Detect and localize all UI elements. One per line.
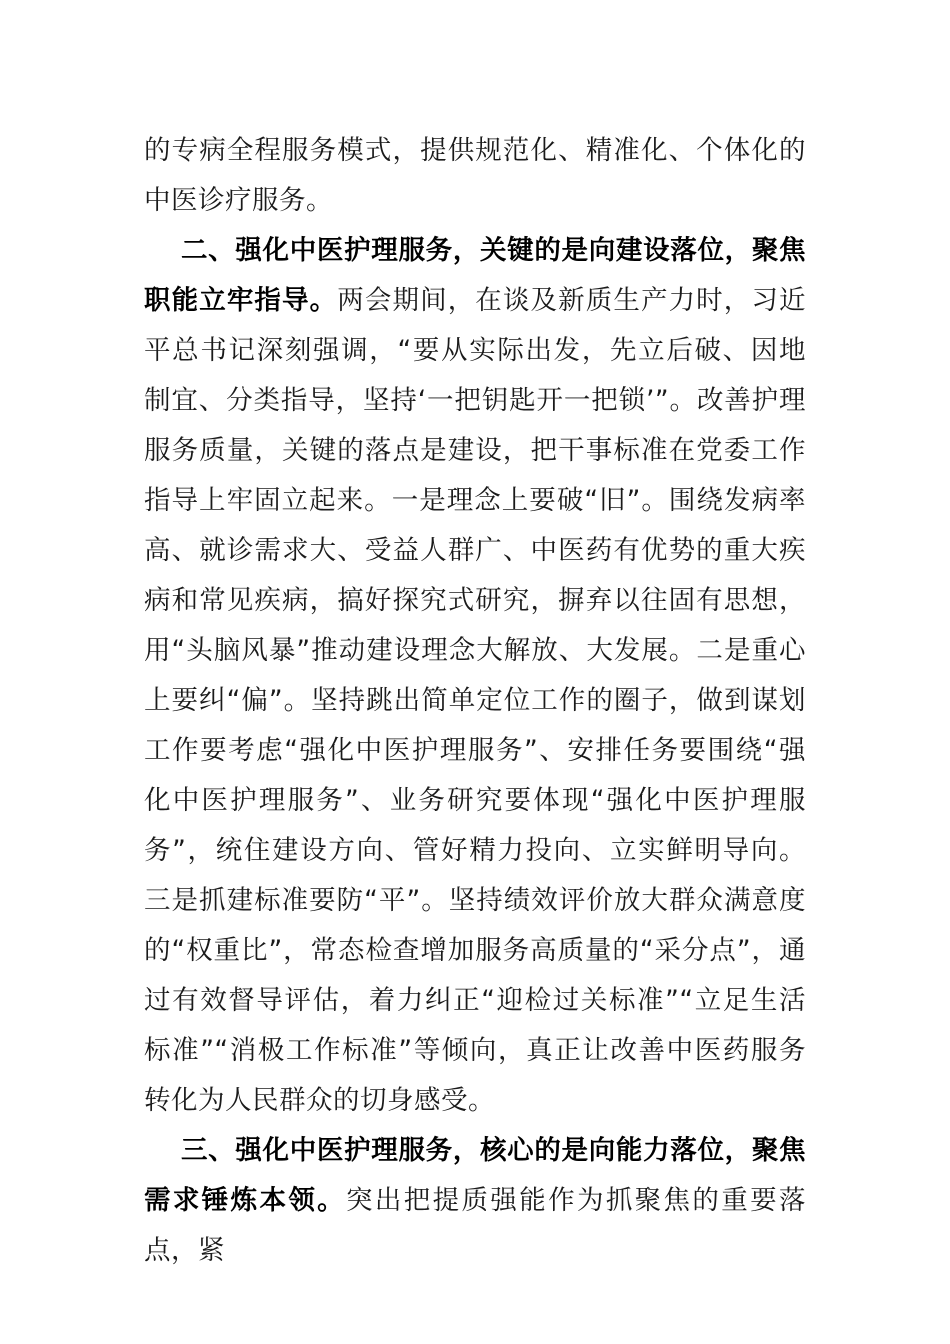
paragraph-section-3 [144, 1126, 806, 1276]
section-3-text: 突出把提质强能作为抓聚焦的重要落点，紧 [144, 1185, 807, 1266]
document-body [144, 126, 806, 1276]
section-3-heading: 三、强化中医护理服务，核心的是向能力落位，聚焦需求锤炼本领。 [144, 1135, 806, 1216]
paragraph-continuation [144, 126, 806, 226]
paragraph-section-2 [144, 226, 806, 1126]
paragraph-text: 的专病全程服务模式，提供规范化、精准化、个体化的中医诊疗服务。 [144, 135, 806, 216]
section-2-heading: 二、强化中医护理服务，关键的是向建设落位，聚焦职能立牢指导。 [144, 235, 806, 316]
section-2-text: 两会期间，在谈及新质生产力时，习近平总书记深刻强调，“要从实际出发，先立后破、因地制宜、分类指导，坚持‘一把钥匙开一把锁’”。改善护理服务质量，关键的落点是建设，把干事标准在党委工作指导上牢固立起来。一是理念上要破“旧”。围绕发病率高、就诊需求大、受益人群广、中医药有优势的重大疾病和常见疾病，搞好探究式研究，摒弃以往固有思想，用“头脑风暴”推动建设理念大解放、大发展。二是重心上要纠“偏”。坚持跳出简单定位工作的圈子，做到谋划工作要考虑“强化中医护理服务”、安排任务要围绕“强化中医护理服务”、业务研究要体现“强化中医护理服务”，统住建设方向、管好精力投向、立实鲜明导向。三是抓建标准要防“平”。坚持绩效评价放大群众满意度的“权重比”，常态检查增加服务高质量的“采分点”，通过有效督导评估，着力纠正“迎检过关标准”“立足生活标准”“消极工作标准”等倾向，真正让改善中医药服务转化为人民群众的切身感受。 [144, 285, 807, 1116]
